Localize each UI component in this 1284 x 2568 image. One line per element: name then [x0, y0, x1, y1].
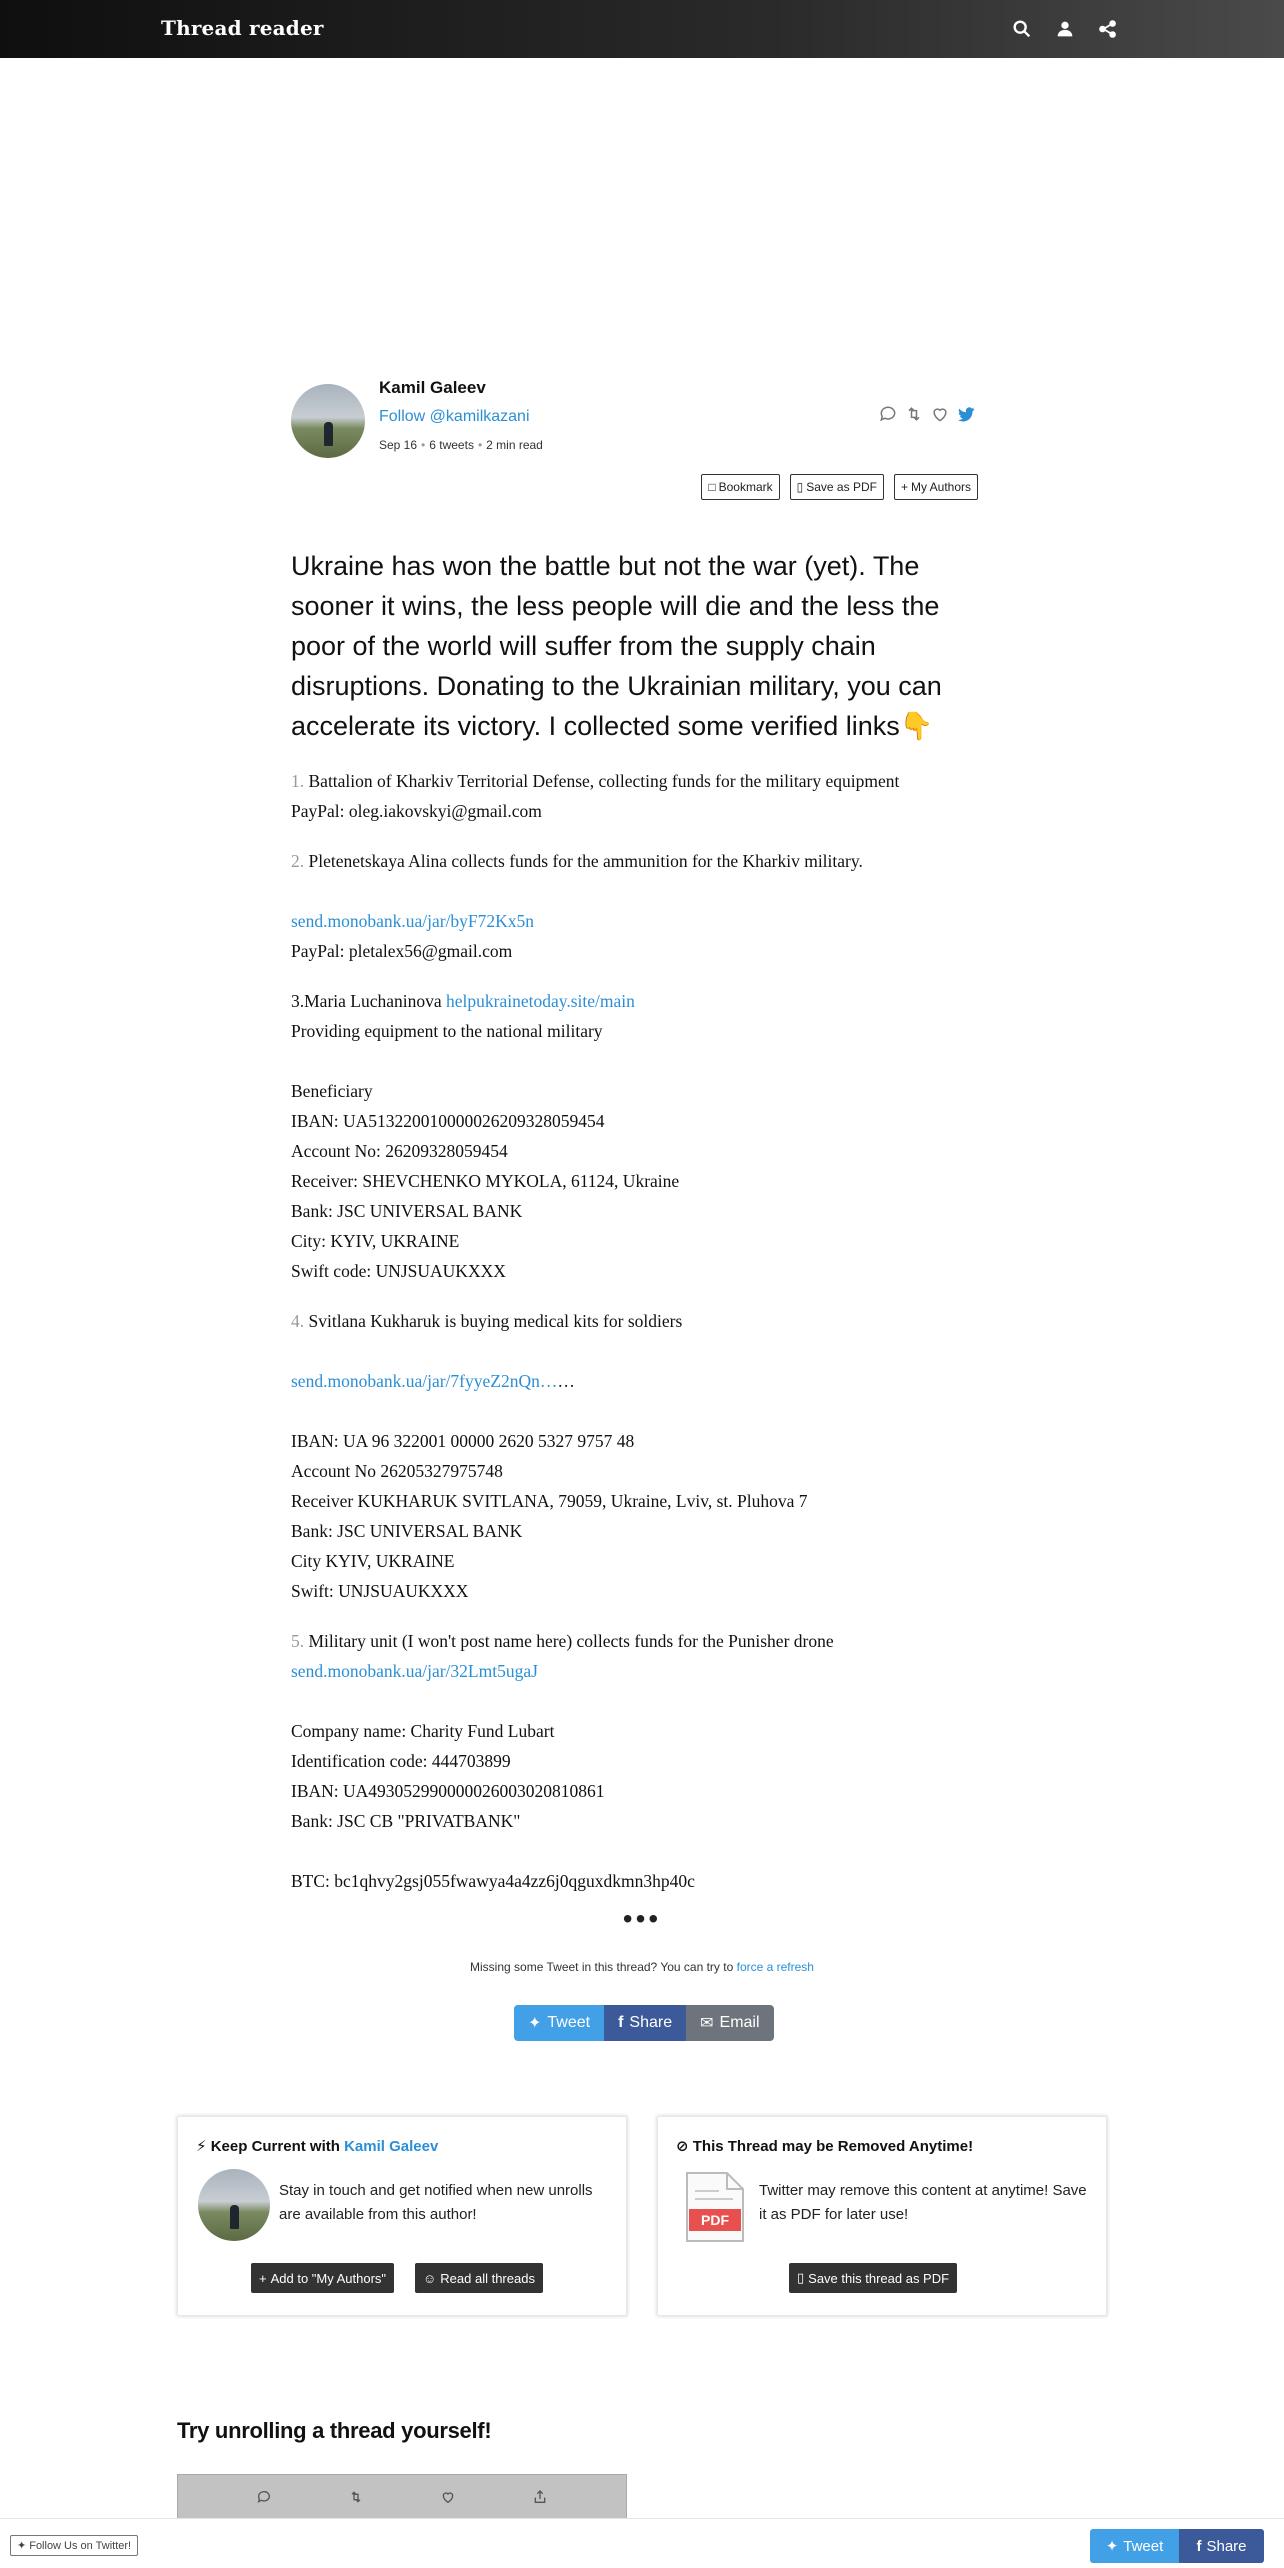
tweet-4: 4. Svitlana Kukharuk is buying medical kits for soldiers send.monobank.ua/jar/7fyyeZ2nQn…… IBAN: UA 96 322001 00000 2620 5327 9757 48 Account No 26205327975748 Receiver KUKHARUK SVITLANA, 79059, Ukraine, Lviv, st. Pluhova 7 Bank: JSC UNIVERSAL BANK City KYIV, UKRAINE Swift: UNJSUAUKXXX — [291, 1311, 808, 1601]
tweet-count: 6 tweets — [429, 438, 474, 452]
user-icon[interactable] — [1054, 18, 1076, 40]
keep-current-card — [177, 2116, 627, 2316]
bookmark-icon: □ — [708, 480, 716, 494]
follow-author-link[interactable]: Follow @kamilkazani — [379, 408, 530, 425]
add-to-my-authors-button[interactable]: + Add to "My Authors" — [251, 2263, 394, 2293]
read-time: 2 min read — [486, 438, 543, 452]
keep-current-text: Stay in touch and get notified when new unrolls are available from this author! — [279, 2182, 593, 2223]
keep-current-title: ⚡︎ Keep Current with Kamil Galeev — [196, 2138, 439, 2155]
facebook-icon: f — [618, 2014, 624, 2031]
tweet-share-button[interactable]: ✦ Tweet — [514, 2005, 604, 2041]
thread-removal-card — [657, 2116, 1107, 2316]
bottom-share-button[interactable]: f Share — [1179, 2529, 1264, 2563]
tweet-3: 3.Maria Luchaninova helpukrainetoday.site/main Providing equipment to the national military Beneficiary IBAN: UA513220010000026209328059454 Account No: 26209328059454 Receiver: SHEVCHENKO MYKOLA, 61124, Ukraine Bank: JSC UNIVERSAL BANK City: KYIV, UKRAINE Swift code: UNJSUAUKXXX — [291, 991, 680, 1281]
bookmark-button[interactable]: □ Bookmark — [701, 474, 779, 500]
envelope-icon: ✉ — [700, 2015, 714, 2032]
helpukraine-link[interactable]: helpukrainetoday.site/main — [446, 991, 635, 1011]
twitter-icon: ✦ — [17, 2540, 27, 2552]
twitter-icon: ✦ — [528, 2015, 542, 2032]
bottom-tweet-button[interactable]: ✦ Tweet — [1090, 2529, 1179, 2563]
tweet-number: 5. — [291, 1631, 305, 1651]
engagement-icons — [878, 404, 978, 426]
like-icon — [440, 2489, 456, 2505]
share-icon[interactable] — [1097, 18, 1119, 40]
plus-icon: + — [259, 2270, 267, 2286]
my-authors-button[interactable]: + My Authors — [894, 474, 978, 500]
thread-meta: Sep 16 • 6 tweets • 2 min read — [379, 438, 543, 452]
follow-us-twitter-button[interactable]: ✦ Follow Us on Twitter! — [10, 2535, 138, 2556]
reply-icon[interactable] — [878, 404, 900, 426]
retweet-icon — [348, 2489, 364, 2505]
save-pdf-button[interactable]: ▯ Save as PDF — [790, 474, 884, 500]
monobank-link[interactable]: send.monobank.ua/jar/32Lmt5ugaJ — [291, 1661, 538, 1681]
bottom-sticky-bar — [0, 2518, 1284, 2568]
force-refresh-link[interactable]: force a refresh — [736, 1960, 814, 1974]
removal-warning-title: ⊘ This Thread may be Removed Anytime! — [676, 2138, 974, 2155]
bolt-icon: ⚡︎ — [196, 2138, 207, 2155]
twitter-bird-icon[interactable] — [956, 404, 978, 426]
thread-actions — [701, 474, 978, 500]
reply-icon — [256, 2489, 272, 2505]
thread-date: Sep 16 — [379, 438, 418, 452]
facebook-icon: f — [1196, 2537, 1202, 2555]
tweet-2: 2. Pletenetskaya Alina collects funds for the ammunition for the Kharkiv military. send.monobank.ua/jar/byF72Kx5n PayPal: pletalex56@gmail.com — [291, 851, 863, 961]
thread-content — [291, 546, 993, 1934]
retweet-icon[interactable] — [904, 404, 926, 426]
thread-author-header — [291, 374, 993, 514]
try-unrolling-heading: Try unrolling a thread yourself! — [177, 2418, 492, 2443]
brand-logo[interactable]: Thread reader — [161, 16, 324, 40]
search-icon[interactable] — [1011, 18, 1033, 40]
like-icon[interactable] — [930, 404, 952, 426]
tweet-number: 1. — [291, 771, 305, 791]
tweet-5: 5. Military unit (I won't post name here) collects funds for the Punisher drone send.monobank.ua/jar/32Lmt5ugaJ Company name: Charity Fund Lubart Identification code: 444703899 IBAN: UA493052990000026003020810861 Bank: JSC CB "PRIVATBANK" BTC: bc1qhvy2gsj055fwawya4a4zz6j0qguxdkmn3hp40c — [291, 1631, 834, 1891]
pdf-file-icon — [683, 2171, 747, 2243]
read-all-threads-button[interactable]: ☺ Read all threads — [415, 2263, 543, 2293]
facebook-share-button[interactable]: f Share — [604, 2005, 686, 2041]
missing-tweet-notice: Missing some Tweet in this thread? You can try to force a refresh — [470, 1960, 814, 1974]
share-bar — [514, 2005, 774, 2041]
author-avatar[interactable] — [198, 2169, 270, 2241]
author-name-link[interactable]: Kamil Galeev — [344, 2138, 439, 2155]
monobank-link[interactable]: send.monobank.ua/jar/7fyyeZ2nQn… — [291, 1371, 558, 1391]
email-share-button[interactable]: ✉ Email — [686, 2005, 773, 2041]
save-thread-pdf-button[interactable]: ▯ Save this thread as PDF — [789, 2263, 957, 2293]
user-icon: ☺ — [423, 2270, 437, 2286]
removal-warning-text: Twitter may remove this content at anytime! Save it as PDF for later use! — [759, 2182, 1087, 2223]
author-name[interactable]: Kamil Galeev — [379, 378, 486, 397]
thread-lead-tweet: Ukraine has won the battle but not the war (yet). The sooner it wins, the less people will die and the less the poor of the world will suffer from the supply chain disruptions. Donating to the Ukrainian military, you can accelerate its victory. I collected some verified links👇 — [291, 551, 942, 741]
file-pdf-icon: ▯ — [797, 2270, 805, 2285]
pdf-label: PDF — [701, 2212, 729, 2228]
twitter-icon: ✦ — [1105, 2538, 1119, 2555]
tweet-number: 2. — [291, 851, 305, 871]
file-pdf-icon: ▯ — [796, 480, 804, 494]
upload-share-icon — [532, 2489, 548, 2505]
author-avatar[interactable] — [291, 384, 365, 458]
thread-end-ellipsis: ••• — [622, 1903, 662, 1934]
ban-icon: ⊘ — [676, 2138, 689, 2155]
plus-icon: + — [900, 480, 908, 494]
tweet-1: 1. Battalion of Kharkiv Territorial Defense, collecting funds for the military equipment PayPal: oleg.iakovskyi@gmail.com — [291, 771, 900, 821]
monobank-link[interactable]: send.monobank.ua/jar/byF72Kx5n — [291, 911, 535, 931]
top-navbar — [0, 0, 1284, 58]
tweet-number: 4. — [291, 1311, 305, 1331]
